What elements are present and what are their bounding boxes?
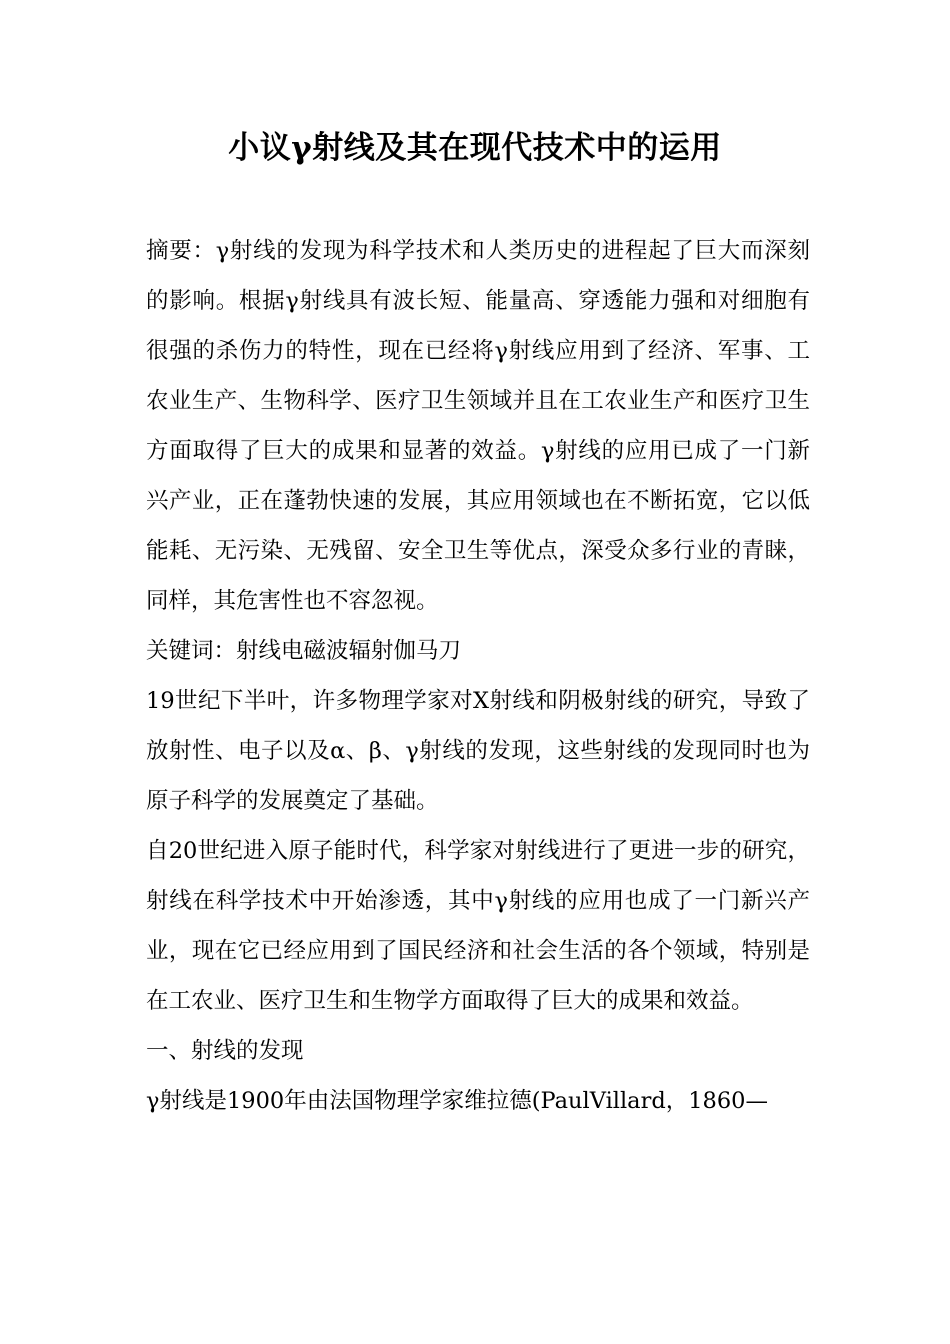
keywords-line: 关键词：射线电磁波辐射伽马刀 bbox=[146, 638, 462, 664]
document-body bbox=[146, 226, 810, 1126]
document-title: 小议γ射线及其在现代技术中的运用 bbox=[228, 130, 722, 166]
body-paragraph-1: 19世纪下半叶，许多物理学家对X射线和阴极射线的研究，导致了放射性、电子以及α、β、γ射线的发现，这些射线的发现同时也为原子科学的发展奠定了基础。 bbox=[146, 688, 810, 814]
body-paragraph-2: 自20世纪进入原子能时代，科学家对射线进行了更进一步的研究，射线在科学技术中开始渗透，其中γ射线的应用也成了一门新兴产业，现在它已经应用到了国民经济和社会生活的各个领域，特别是在工农业、医疗卫生和生物学方面取得了巨大的成果和效益。 bbox=[146, 838, 810, 1014]
abstract-paragraph: 摘要：γ射线的发现为科学技术和人类历史的进程起了巨大而深刻的影响。根据γ射线具有波长短、能量高、穿透能力强和对细胞有很强的杀伤力的特性，现在已经将γ射线应用到了经济、军事、工农业生产、生物科学、医疗卫生领域并且在工农业生产和医疗卫生方面取得了巨大的成果和显著的效益。γ射线的应用已成了一门新兴产业，正在蓬勃快速的发展，其应用领域也在不断拓宽，它以低能耗、无污染、无残留、安全卫生等优点，深受众多行业的青睐，同样，其危害性也不容忽视。 bbox=[146, 238, 810, 614]
body-paragraph-3: γ射线是1900年由法国物理学家维拉德(PaulVillard，1860— bbox=[146, 1088, 768, 1114]
section-heading-discovery: 一、射线的发现 bbox=[146, 1038, 304, 1064]
